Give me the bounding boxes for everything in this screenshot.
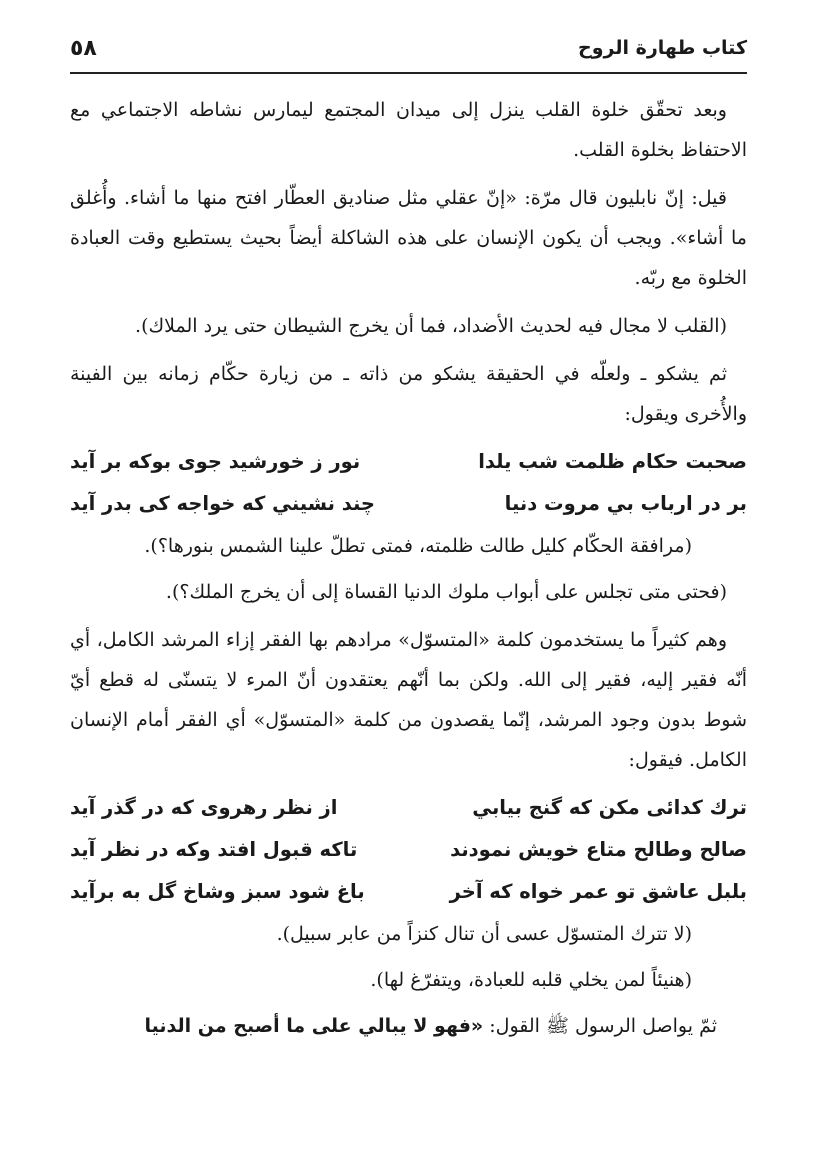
verse-first-hemistich: بلبل عاشق تو عمر خواه كه آخر — [449, 880, 747, 903]
paragraph: (فحتى متى تجلس على أبواب ملوك الدنيا القساة إلى أن يخرج الملك؟). — [165, 581, 727, 603]
verse-first-hemistich: ترك كدائى مكن كه گنج بيابي — [472, 796, 747, 819]
verse-second-hemistich: چند نشيني كه خواجه كى بدر آيد — [70, 492, 375, 515]
poem-verse — [70, 788, 747, 830]
verse-first-hemistich: صالح وطالح متاع خويش نمودند — [450, 838, 747, 861]
page-number: ٥٨ — [70, 35, 97, 61]
paragraph: وبعد تحقّق خلوة القلب ينزل إلى ميدان المجتمع ليمارس نشاطه الاجتماعي مع الاحتفاظ بخلوة القلب. — [70, 99, 747, 161]
verse-first-hemistich: صحبت حكام ظلمت شب يلدا — [478, 450, 747, 473]
poem-verse — [70, 872, 747, 914]
verse-second-hemistich: از نظر رهروى كه در گذر آيد — [70, 796, 338, 819]
verse-second-hemistich: نور ز خورشيد جوى بوكه بر آيد — [70, 450, 361, 473]
paragraph: (القلب لا مجال فيه لحديث الأضداد، فما أن يخرج الشيطان حتى يرد الملاك). — [135, 315, 727, 337]
paragraph: ثم يشكو ـ ولعلّه في الحقيقة يشكو من ذاته ـ من زيارة حكّام زمانه بين الفينة والأُخرى ويقول: — [70, 363, 747, 425]
closing-line-quote: «فهو لا يبالي على ما أصبح من الدنيا — [144, 1015, 484, 1037]
book-title: كتاب طهارة الروح — [578, 37, 747, 59]
verse-first-hemistich: بر در ارباب بي مروت دنيا — [504, 492, 747, 515]
verse-second-hemistich: تاكه قبول افتد وكه در نظر آيد — [70, 838, 358, 861]
verse-second-hemistich: باغ شود سبز وشاخ گل به برآيد — [70, 880, 365, 903]
header-rule — [70, 72, 747, 74]
page-header — [70, 28, 747, 68]
verse-translation: (مرافقة الحكّام كليل طالت ظلمته، فمتى تطلّ علينا الشمس بنورها؟). — [144, 535, 692, 557]
closing-line — [70, 1006, 747, 1046]
verse-translation: (هنيئاً لمن يخلي قلبه للعبادة، ويتفرّغ لها). — [370, 969, 692, 991]
poem-verse — [70, 830, 747, 872]
paragraph: وهم كثيراً ما يستخدمون كلمة «المتسوّل» مرادهم بها الفقر إزاء المرشد الكامل، أي أنّه فقير إليه، فقير إلى الله. ولكن بما أنّهم يعتقدون أنّ المرء لا يتسنّى له قطع أيّ شوط بدون وجود المرشد، إنّما يقصدون من كلمة «المتسوّل» أي الفقر أمام الإنسان الكامل. فيقول: — [70, 629, 747, 771]
verse-translation: (لا تترك المتسوّل عسى أن تنال كنزاً من عابر سبيل). — [276, 923, 692, 945]
closing-line-plain: ثمّ يواصل الرسول ﷺ القول: — [483, 1015, 717, 1037]
paragraph: قيل: إنّ نابليون قال مرّة: «إنّ عقلي مثل صناديق العطّار افتح منها ما أشاء. وأُغلق ما أشاء». ويجب أن يكون الإنسان على هذه الشاكلة أيضاً بحيث يستطيع وقت العبادة الخلوة مع ربّه. — [70, 187, 747, 289]
poem-verse — [70, 484, 747, 526]
page-body — [70, 90, 747, 1046]
poem-verse — [70, 442, 747, 484]
